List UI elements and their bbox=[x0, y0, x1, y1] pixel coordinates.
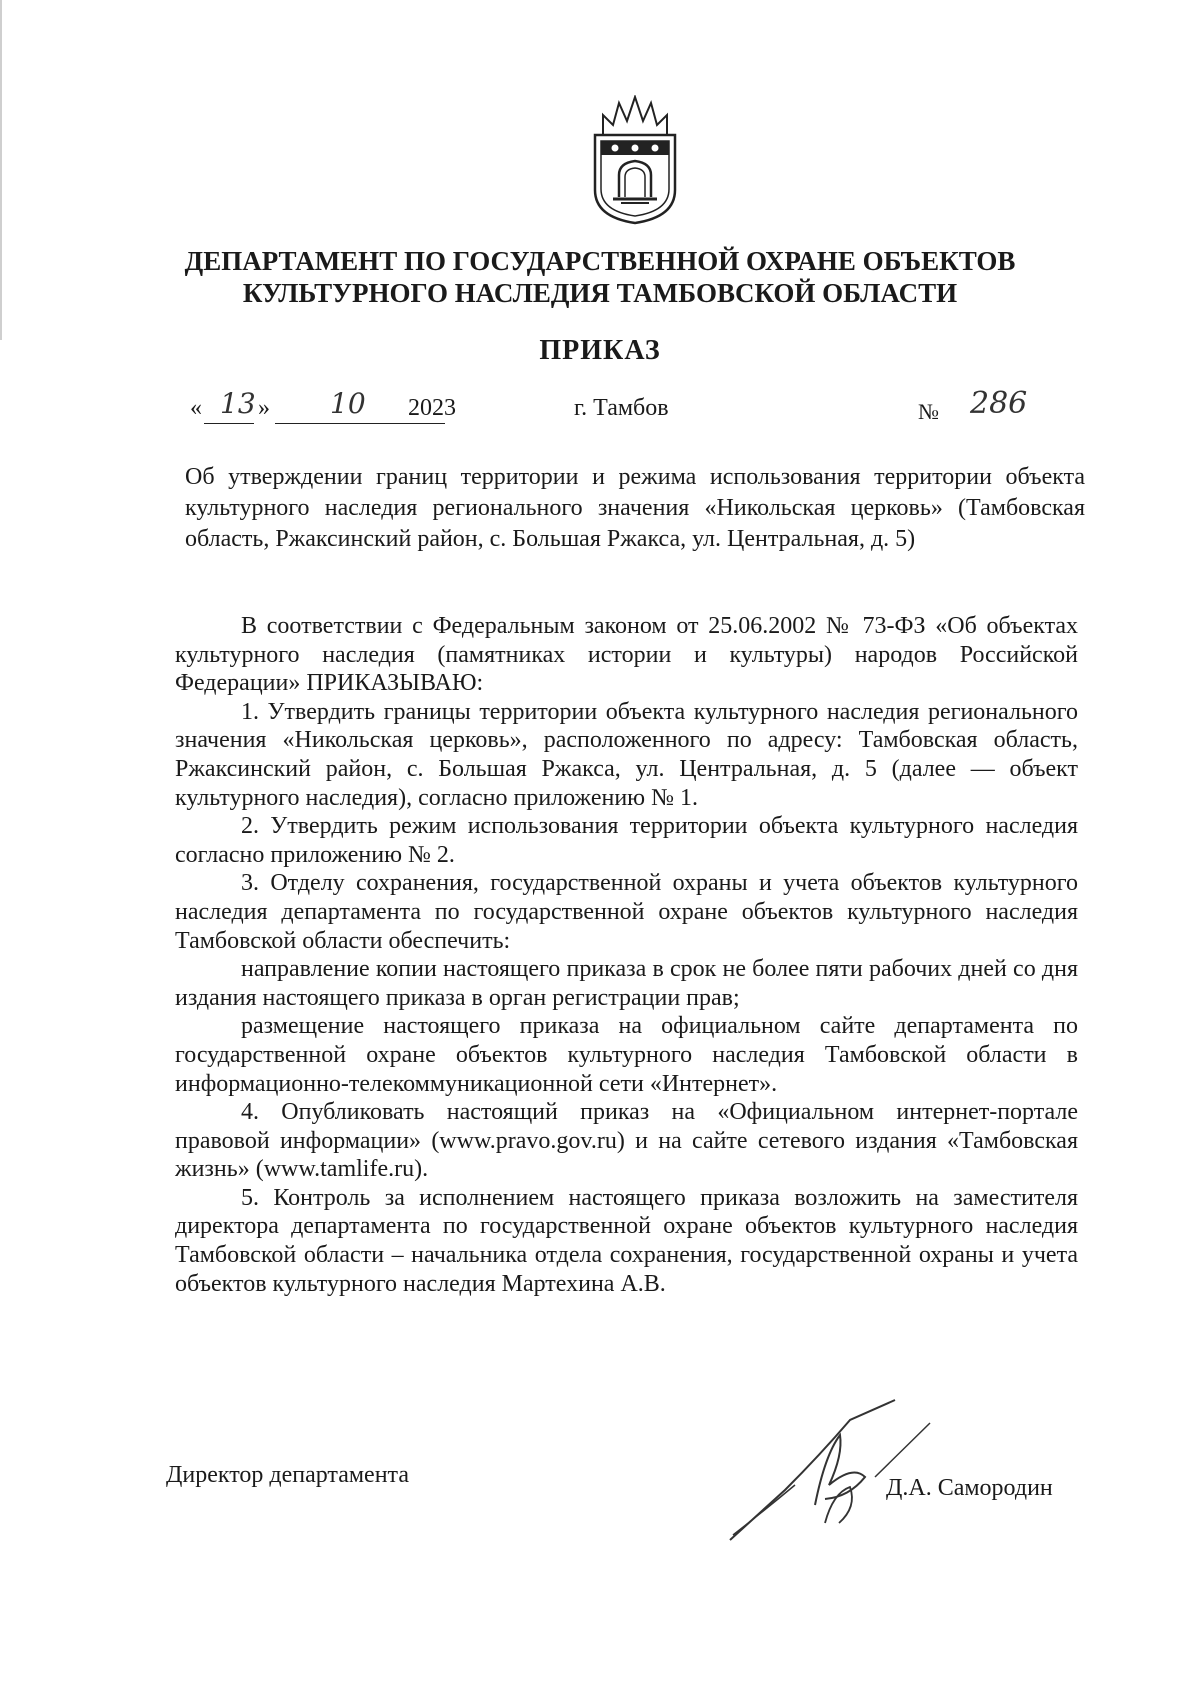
date-day-underline bbox=[204, 423, 254, 424]
order-subject: Об утверждении границ территории и режима использования территории объекта культурного наследия регионального значения «Никольская церковь» (Тамбовская область, Ржаксинский район, с. Большая Ржакса, ул. Центральная, д. 5) bbox=[185, 464, 1085, 552]
clause-3-item-a: направление копии настоящего приказа в срок не более пяти рабочих дней со дня издания настоящего приказа в орган регистрации прав; bbox=[175, 956, 1078, 1011]
signatory-title: Директор департамента bbox=[166, 1462, 409, 1488]
clause-4: 4. Опубликовать настоящий приказ на «Официальном интернет-портале правовой информации» (www.pravo.gov.ru) и на сайте сетевого издания «Тамбовская жизнь» (www.tamlife.ru). bbox=[175, 1099, 1078, 1183]
document-type-title: ПРИКАЗ bbox=[539, 335, 661, 366]
date-year: 2023 bbox=[408, 395, 456, 421]
clause-5: 5. Контроль за исполнением настоящего приказа возложить на заместителя директора департамента по государственной охране объектов культурного наследия Тамбовской области – начальника отдела сохранения, государственной охраны и учета объектов культурного наследия Мартехина А.В. bbox=[175, 1184, 1078, 1297]
order-body bbox=[175, 612, 1078, 1298]
scan-edge-mark bbox=[0, 0, 2, 340]
date-month: 10 bbox=[330, 387, 366, 420]
tambov-coat-of-arms-icon bbox=[585, 95, 685, 225]
clause-1: 1. Утвердить границы территории объекта культурного наследия регионального значения «Никольская церковь», расположенного по адресу: Тамбовская область, Ржаксинский район, с. Большая Ржакса, ул. Центральная, д. 5 (далее — объект культурного наследия), согласно приложению № 1. bbox=[175, 698, 1078, 811]
order-number-sign: № bbox=[918, 399, 939, 424]
department-name: ДЕПАРТАМЕНТ ПО ГОСУДАРСТВЕННОЙ ОХРАНЕ ОБЪЕКТОВ КУЛЬТУРНОГО НАСЛЕДИЯ ТАМБОВСКОЙ ОБЛАСТИ bbox=[184, 246, 1016, 308]
clause-3: 3. Отделу сохранения, государственной охраны и учета объектов культурного наследия департамента по государственной охране объектов культурного наследия Тамбовской области обеспечить: bbox=[175, 870, 1078, 954]
date-quote-open: « bbox=[190, 395, 202, 421]
clause-2: 2. Утвердить режим использования территории объекта культурного наследия согласно приложению № 2. bbox=[175, 813, 1078, 868]
date-month-underline bbox=[275, 423, 445, 424]
issue-city: г. Тамбов bbox=[574, 395, 669, 421]
signatory-name: Д.А. Самородин bbox=[886, 1475, 1053, 1501]
date-day: 13 bbox=[220, 387, 256, 420]
preamble-paragraph: В соответствии с Федеральным законом от 25.06.2002 № 73-ФЗ «Об объектах культурного наследия (памятниках истории и культуры) народов Российской Федерации» ПРИКАЗЫВАЮ: bbox=[175, 613, 1078, 697]
clause-3-item-b: размещение настоящего приказа на официальном сайте департамента по государственной охране объектов культурного наследия Тамбовской области в информационно-телекоммуникационной сети «Интернет». bbox=[175, 1013, 1078, 1097]
order-number: 286 bbox=[970, 386, 1028, 421]
date-quote-close: » bbox=[258, 395, 270, 421]
handwritten-signature-icon bbox=[725, 1395, 945, 1545]
